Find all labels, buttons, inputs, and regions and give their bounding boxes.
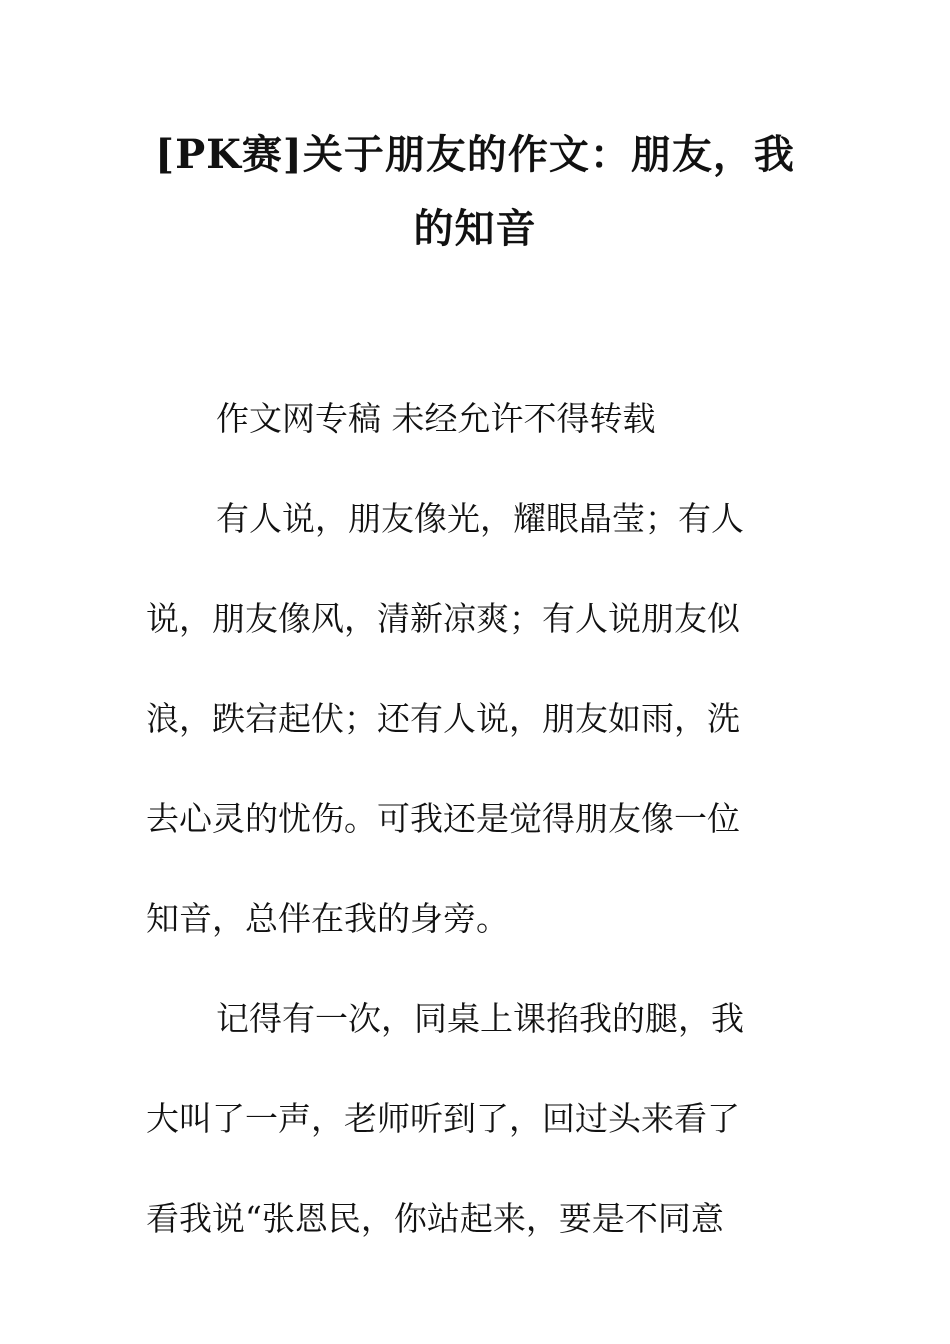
title-line-2: 的知音: [413, 205, 537, 252]
paragraph-2-line-1: 记得有一次，同桌上课掐我的腿，我: [216, 999, 744, 1038]
paragraph-2-line-3: 看我说“张恩民，你站起来，要是不同意: [146, 1199, 724, 1238]
paragraph-1: [146, 469, 786, 969]
document-title: [140, 118, 810, 266]
notice-text: 作文网专稿 未经允许不得转载: [216, 399, 656, 438]
paragraph-2-line-2: 大叫了一声，老师听到了，回过头来看了: [146, 1099, 740, 1138]
title-line-1: [PK赛]关于朋友的作文：朋友，我: [155, 131, 795, 178]
paragraph-1-line-3: 浪，跌宕起伏；还有人说，朋友如雨，洗: [146, 699, 740, 738]
copyright-notice: [146, 369, 786, 469]
paragraph-1-line-4: 去心灵的忧伤。可我还是觉得朋友像一位: [146, 799, 740, 838]
paragraph-1-line-1: 有人说，朋友像光，耀眼晶莹；有人: [216, 499, 744, 538]
paragraph-1-line-2: 说，朋友像风，清新凉爽；有人说朋友似: [146, 599, 740, 638]
document-body: [146, 369, 786, 1269]
paragraph-1-line-5: 知音，总伴在我的身旁。: [146, 899, 509, 938]
paragraph-2: [146, 969, 786, 1269]
